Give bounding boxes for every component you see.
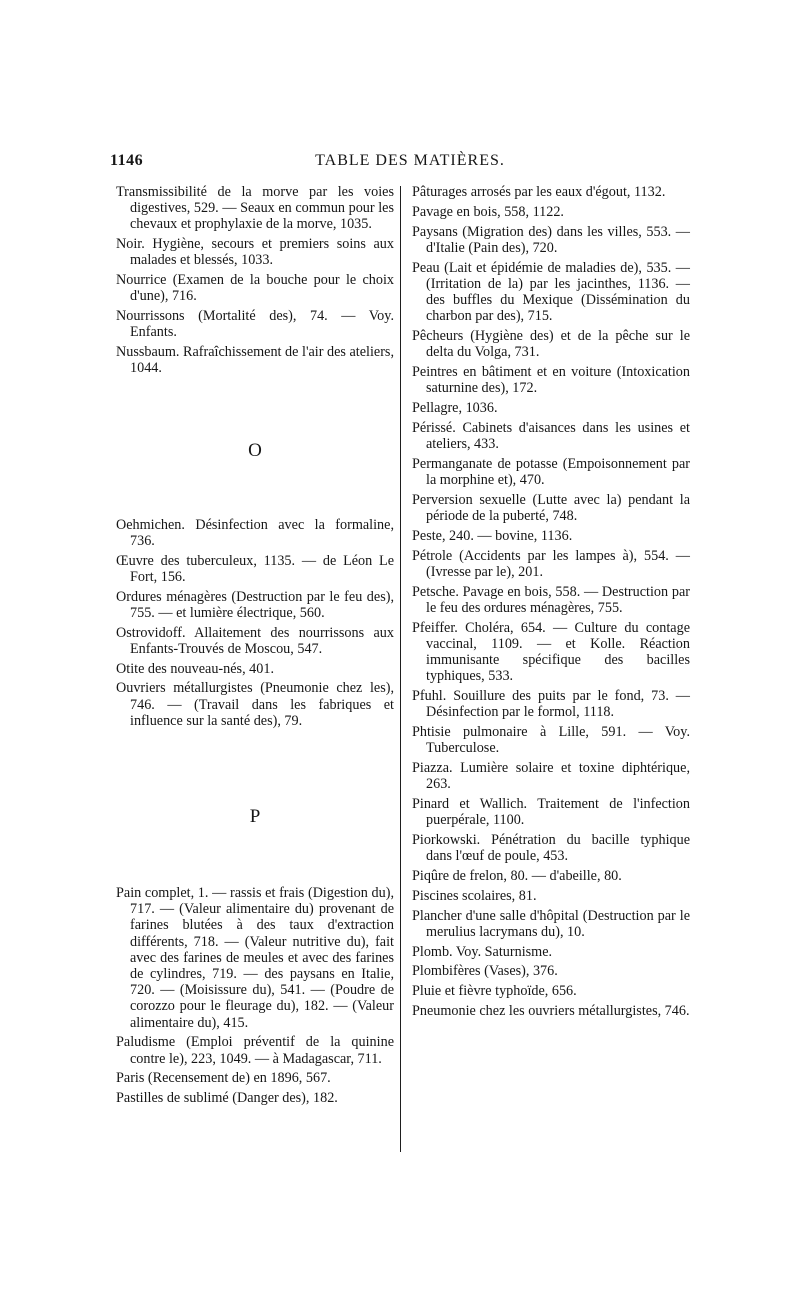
index-entry: Pastilles de sublimé (Danger des), 182. — [116, 1090, 338, 1107]
index-entry: Pfuhl. Souillure des puits par le fond, 73. — Désinfection par le formol, 1118. — [412, 688, 690, 721]
index-entry: Pain complet, 1. — rassis et frais (Digestion du), 717. — (Valeur alimentaire du) provenant de farines blutées à des taux d'extraction différents, 718. — (Valeur nutritive du), fait avec des farines de meules et avec des farines de cylindres, 719. — des paysans en Italie, 720. — (Moisissure du), 541. — (Poudre de corozzo pour le fleurage du), 182. — (Valeur alimentaire du), 415. — [116, 885, 394, 1031]
index-entry: Nourrissons (Mortalité des), 74. — Voy. Enfants. — [116, 308, 394, 341]
index-entry: Paris (Recensement de) en 1896, 567. — [116, 1070, 331, 1087]
index-entry: Ouvriers métallurgistes (Pneumonie chez les), 746. — (Travail dans les fabriques et influence sur la santé des), 79. — [116, 680, 394, 729]
right-column — [412, 184, 690, 1023]
index-entry: Périssé. Cabinets d'aisances dans les usines et ateliers, 433. — [412, 419, 690, 452]
index-entry: Plancher d'une salle d'hôpital (Destruction par le merulius lacrymans du), 10. — [412, 907, 690, 940]
index-entry: Pinard et Wallich. Traitement de l'infection puerpérale, 1100. — [412, 796, 690, 829]
index-entry: Transmissibilité de la morve par les voies digestives, 529. — Seaux en commun pour les chevaux et prophylaxie de la morve, 1035. — [116, 184, 394, 233]
index-entry: Pfeiffer. Choléra, 654. — Culture du contage vaccinal, 1109. — et Kolle. Réaction immunisante spécifique des bacilles typhiques, 533. — [412, 619, 690, 685]
index-entries-p — [116, 885, 394, 1106]
index-entry: Piqûre de frelon, 80. — d'abeille, 80. — [412, 868, 622, 884]
index-entry: Pneumonie chez les ouvriers métallurgistes, 746. — [412, 1002, 690, 1019]
index-entry: Pellagre, 1036. — [412, 400, 498, 416]
index-entry: Pavage en bois, 558, 1122. — [412, 203, 564, 220]
index-entries-o — [116, 517, 394, 729]
index-entry: Pétrole (Accidents par les lampes à), 554. — (Ivresse par le), 201. — [412, 547, 690, 580]
index-entry: Permanganate de potasse (Empoisonnement par la morphine et), 470. — [412, 455, 690, 488]
index-entry: Noir. Hygiène, secours et premiers soins aux malades et blessés, 1033. — [116, 236, 394, 269]
index-entry: Œuvre des tuberculeux, 1135. — de Léon Le Fort, 156. — [116, 552, 394, 585]
left-column — [116, 184, 394, 1110]
index-entry: Peste, 240. — bovine, 1136. — [412, 527, 573, 544]
index-entry: Ostrovidoff. Allaitement des nourrissons aux Enfants-Trouvés de Moscou, 547. — [116, 624, 394, 657]
index-entry: Plomb. Voy. Saturnisme. — [412, 943, 553, 960]
index-entry: Nourrice (Examen de la bouche pour le choix d'une), 716. — [116, 272, 394, 305]
index-entry: Pluie et fièvre typhoïde, 656. — [412, 983, 577, 1000]
index-entry: Phtisie pulmonaire à Lille, 591. — Voy. Tuberculose. — [412, 724, 690, 757]
index-entry: Pêcheurs (Hygiène des) et de la pêche sur le delta du Volga, 731. — [412, 328, 690, 361]
index-entry: Pâturages arrosés par les eaux d'égout, 1132. — [412, 184, 666, 200]
index-entry: Piazza. Lumière solaire et toxine diphtérique, 263. — [412, 760, 690, 793]
index-entry: Paysans (Migration des) dans les villes, 553. — d'Italie (Pain des), 720. — [412, 223, 690, 256]
page-number: 1146 — [110, 152, 144, 169]
index-entry: Piorkowski. Pénétration du bacille typhique dans l'œuf de poule, 453. — [412, 832, 690, 865]
index-entry: Paludisme (Emploi préventif de la quinine contre le), 223, 1049. — à Madagascar, 711. — [116, 1034, 394, 1067]
page-header — [110, 152, 710, 182]
index-entry: Ordures ménagères (Destruction par le feu des), 755. — et lumière électrique, 560. — [116, 588, 394, 621]
running-head: TABLE DES MATIÈRES. — [315, 152, 505, 169]
index-entry: Oehmichen. Désinfection avec la formaline, 736. — [116, 516, 394, 549]
index-entry: Peintres en bâtiment et en voiture (Intoxication saturnine des), 172. — [412, 364, 690, 397]
index-entry: Plombifères (Vases), 376. — [412, 963, 558, 980]
index-entry: Peau (Lait et épidémie de maladies de), 535. — (Irritation de la) par les jacinthes, 1136. — des buffles du Mexique (Dissémination du charbon par des), 715. — [412, 259, 690, 325]
index-entries-top — [116, 184, 394, 377]
index-entry: Perversion sexuelle (Lutte avec la) pendant la période de la puberté, 748. — [412, 491, 690, 524]
index-entry: Piscines scolaires, 81. — [412, 887, 537, 904]
index-entry: Petsche. Pavage en bois, 558. — Destruction par le feu des ordures ménagères, 755. — [412, 583, 690, 616]
section-letter-o: O — [248, 439, 262, 461]
column-divider — [400, 186, 401, 1152]
index-entry: Otite des nouveau-nés, 401. — [116, 660, 274, 677]
section-letter-p: P — [249, 806, 261, 828]
index-entry: Nussbaum. Rafraîchissement de l'air des ateliers, 1044. — [116, 344, 394, 377]
